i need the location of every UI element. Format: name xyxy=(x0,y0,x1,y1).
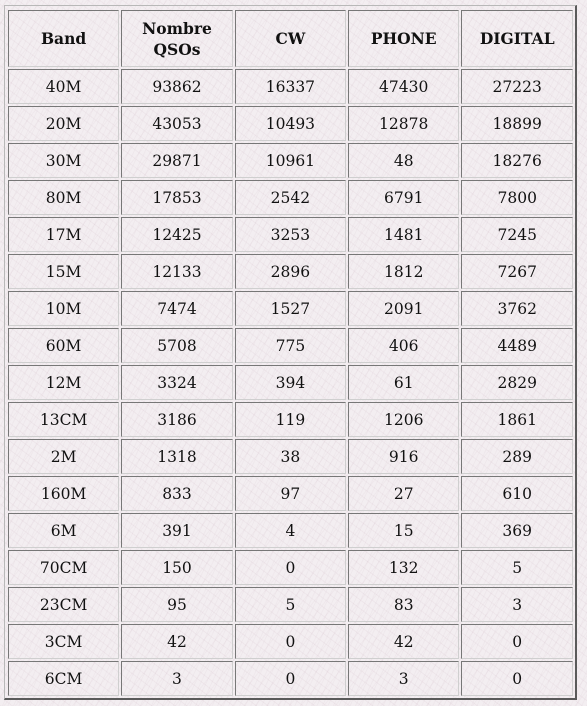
cell-band: 40M xyxy=(8,69,119,104)
cell-nombre-qsos: 7474 xyxy=(121,291,233,326)
cell-cw: 2896 xyxy=(235,254,346,289)
cell-cw: 38 xyxy=(235,439,346,474)
table-body xyxy=(8,69,573,696)
cell-cw: 394 xyxy=(235,365,346,400)
cell-nombre-qsos: 29871 xyxy=(121,143,233,178)
table-row xyxy=(8,661,573,696)
cell-digital: 7245 xyxy=(461,217,573,252)
cell-digital: 0 xyxy=(461,624,573,659)
cell-digital: 2829 xyxy=(461,365,573,400)
cell-cw: 119 xyxy=(235,402,346,437)
cell-nombre-qsos: 150 xyxy=(121,550,233,585)
table-row xyxy=(8,217,573,252)
cell-digital: 4489 xyxy=(461,328,573,363)
cell-phone: 6791 xyxy=(348,180,459,215)
cell-cw: 4 xyxy=(235,513,346,548)
cell-nombre-qsos: 12133 xyxy=(121,254,233,289)
cell-band: 10M xyxy=(8,291,119,326)
table-row xyxy=(8,513,573,548)
cell-band: 3CM xyxy=(8,624,119,659)
cell-digital: 18899 xyxy=(461,106,573,141)
cell-phone: 1812 xyxy=(348,254,459,289)
cell-digital: 1861 xyxy=(461,402,573,437)
cell-phone: 61 xyxy=(348,365,459,400)
cell-phone: 12878 xyxy=(348,106,459,141)
cell-phone: 27 xyxy=(348,476,459,511)
cell-digital: 18276 xyxy=(461,143,573,178)
table-row xyxy=(8,624,573,659)
cell-digital: 3762 xyxy=(461,291,573,326)
cell-phone: 132 xyxy=(348,550,459,585)
cell-nombre-qsos: 17853 xyxy=(121,180,233,215)
cell-band: 13CM xyxy=(8,402,119,437)
cell-cw: 2542 xyxy=(235,180,346,215)
table-row xyxy=(8,291,573,326)
table-row xyxy=(8,143,573,178)
cell-band: 15M xyxy=(8,254,119,289)
cell-digital: 289 xyxy=(461,439,573,474)
cell-band: 70CM xyxy=(8,550,119,585)
table-row xyxy=(8,587,573,622)
cell-band: 160M xyxy=(8,476,119,511)
cell-nombre-qsos: 93862 xyxy=(121,69,233,104)
cell-band: 2M xyxy=(8,439,119,474)
cell-cw: 10493 xyxy=(235,106,346,141)
table-row xyxy=(8,365,573,400)
cell-nombre-qsos: 3 xyxy=(121,661,233,696)
cell-digital: 3 xyxy=(461,587,573,622)
header-cw: CW xyxy=(235,10,346,67)
header-nombre-qsos-label: Nombre QSOs xyxy=(142,18,212,59)
cell-nombre-qsos: 95 xyxy=(121,587,233,622)
header-phone: PHONE xyxy=(348,10,459,67)
cell-cw: 16337 xyxy=(235,69,346,104)
cell-nombre-qsos: 12425 xyxy=(121,217,233,252)
cell-nombre-qsos: 42 xyxy=(121,624,233,659)
cell-nombre-qsos: 833 xyxy=(121,476,233,511)
cell-cw: 1527 xyxy=(235,291,346,326)
cell-phone: 916 xyxy=(348,439,459,474)
cell-phone: 15 xyxy=(348,513,459,548)
cell-band: 6CM xyxy=(8,661,119,696)
cell-band: 23CM xyxy=(8,587,119,622)
cell-cw: 3253 xyxy=(235,217,346,252)
cell-nombre-qsos: 3324 xyxy=(121,365,233,400)
qso-band-table xyxy=(6,8,575,698)
header-nombre-qsos xyxy=(121,10,233,67)
cell-cw: 775 xyxy=(235,328,346,363)
header-digital: DIGITAL xyxy=(461,10,573,67)
table-row xyxy=(8,476,573,511)
table-row xyxy=(8,439,573,474)
cell-digital: 7267 xyxy=(461,254,573,289)
cell-cw: 97 xyxy=(235,476,346,511)
cell-band: 80M xyxy=(8,180,119,215)
cell-cw: 0 xyxy=(235,624,346,659)
cell-digital: 5 xyxy=(461,550,573,585)
table-row xyxy=(8,69,573,104)
cell-phone: 42 xyxy=(348,624,459,659)
table-row xyxy=(8,180,573,215)
cell-phone: 1206 xyxy=(348,402,459,437)
cell-nombre-qsos: 1318 xyxy=(121,439,233,474)
cell-nombre-qsos: 391 xyxy=(121,513,233,548)
cell-nombre-qsos: 43053 xyxy=(121,106,233,141)
cell-digital: 27223 xyxy=(461,69,573,104)
cell-band: 20M xyxy=(8,106,119,141)
table-row xyxy=(8,550,573,585)
cell-nombre-qsos: 3186 xyxy=(121,402,233,437)
table-row xyxy=(8,254,573,289)
table-row xyxy=(8,106,573,141)
header-band: Band xyxy=(8,10,119,67)
cell-digital: 369 xyxy=(461,513,573,548)
cell-band: 60M xyxy=(8,328,119,363)
cell-band: 6M xyxy=(8,513,119,548)
table-header-row xyxy=(8,10,573,67)
cell-cw: 10961 xyxy=(235,143,346,178)
cell-digital: 7800 xyxy=(461,180,573,215)
cell-digital: 610 xyxy=(461,476,573,511)
qso-band-table-frame xyxy=(4,5,577,700)
cell-cw: 0 xyxy=(235,661,346,696)
cell-band: 30M xyxy=(8,143,119,178)
cell-phone: 406 xyxy=(348,328,459,363)
cell-nombre-qsos: 5708 xyxy=(121,328,233,363)
cell-phone: 3 xyxy=(348,661,459,696)
cell-band: 12M xyxy=(8,365,119,400)
cell-cw: 0 xyxy=(235,550,346,585)
cell-phone: 48 xyxy=(348,143,459,178)
cell-phone: 2091 xyxy=(348,291,459,326)
cell-phone: 47430 xyxy=(348,69,459,104)
cell-phone: 1481 xyxy=(348,217,459,252)
table-row xyxy=(8,402,573,437)
cell-band: 17M xyxy=(8,217,119,252)
cell-cw: 5 xyxy=(235,587,346,622)
cell-phone: 83 xyxy=(348,587,459,622)
cell-digital: 0 xyxy=(461,661,573,696)
table-row xyxy=(8,328,573,363)
